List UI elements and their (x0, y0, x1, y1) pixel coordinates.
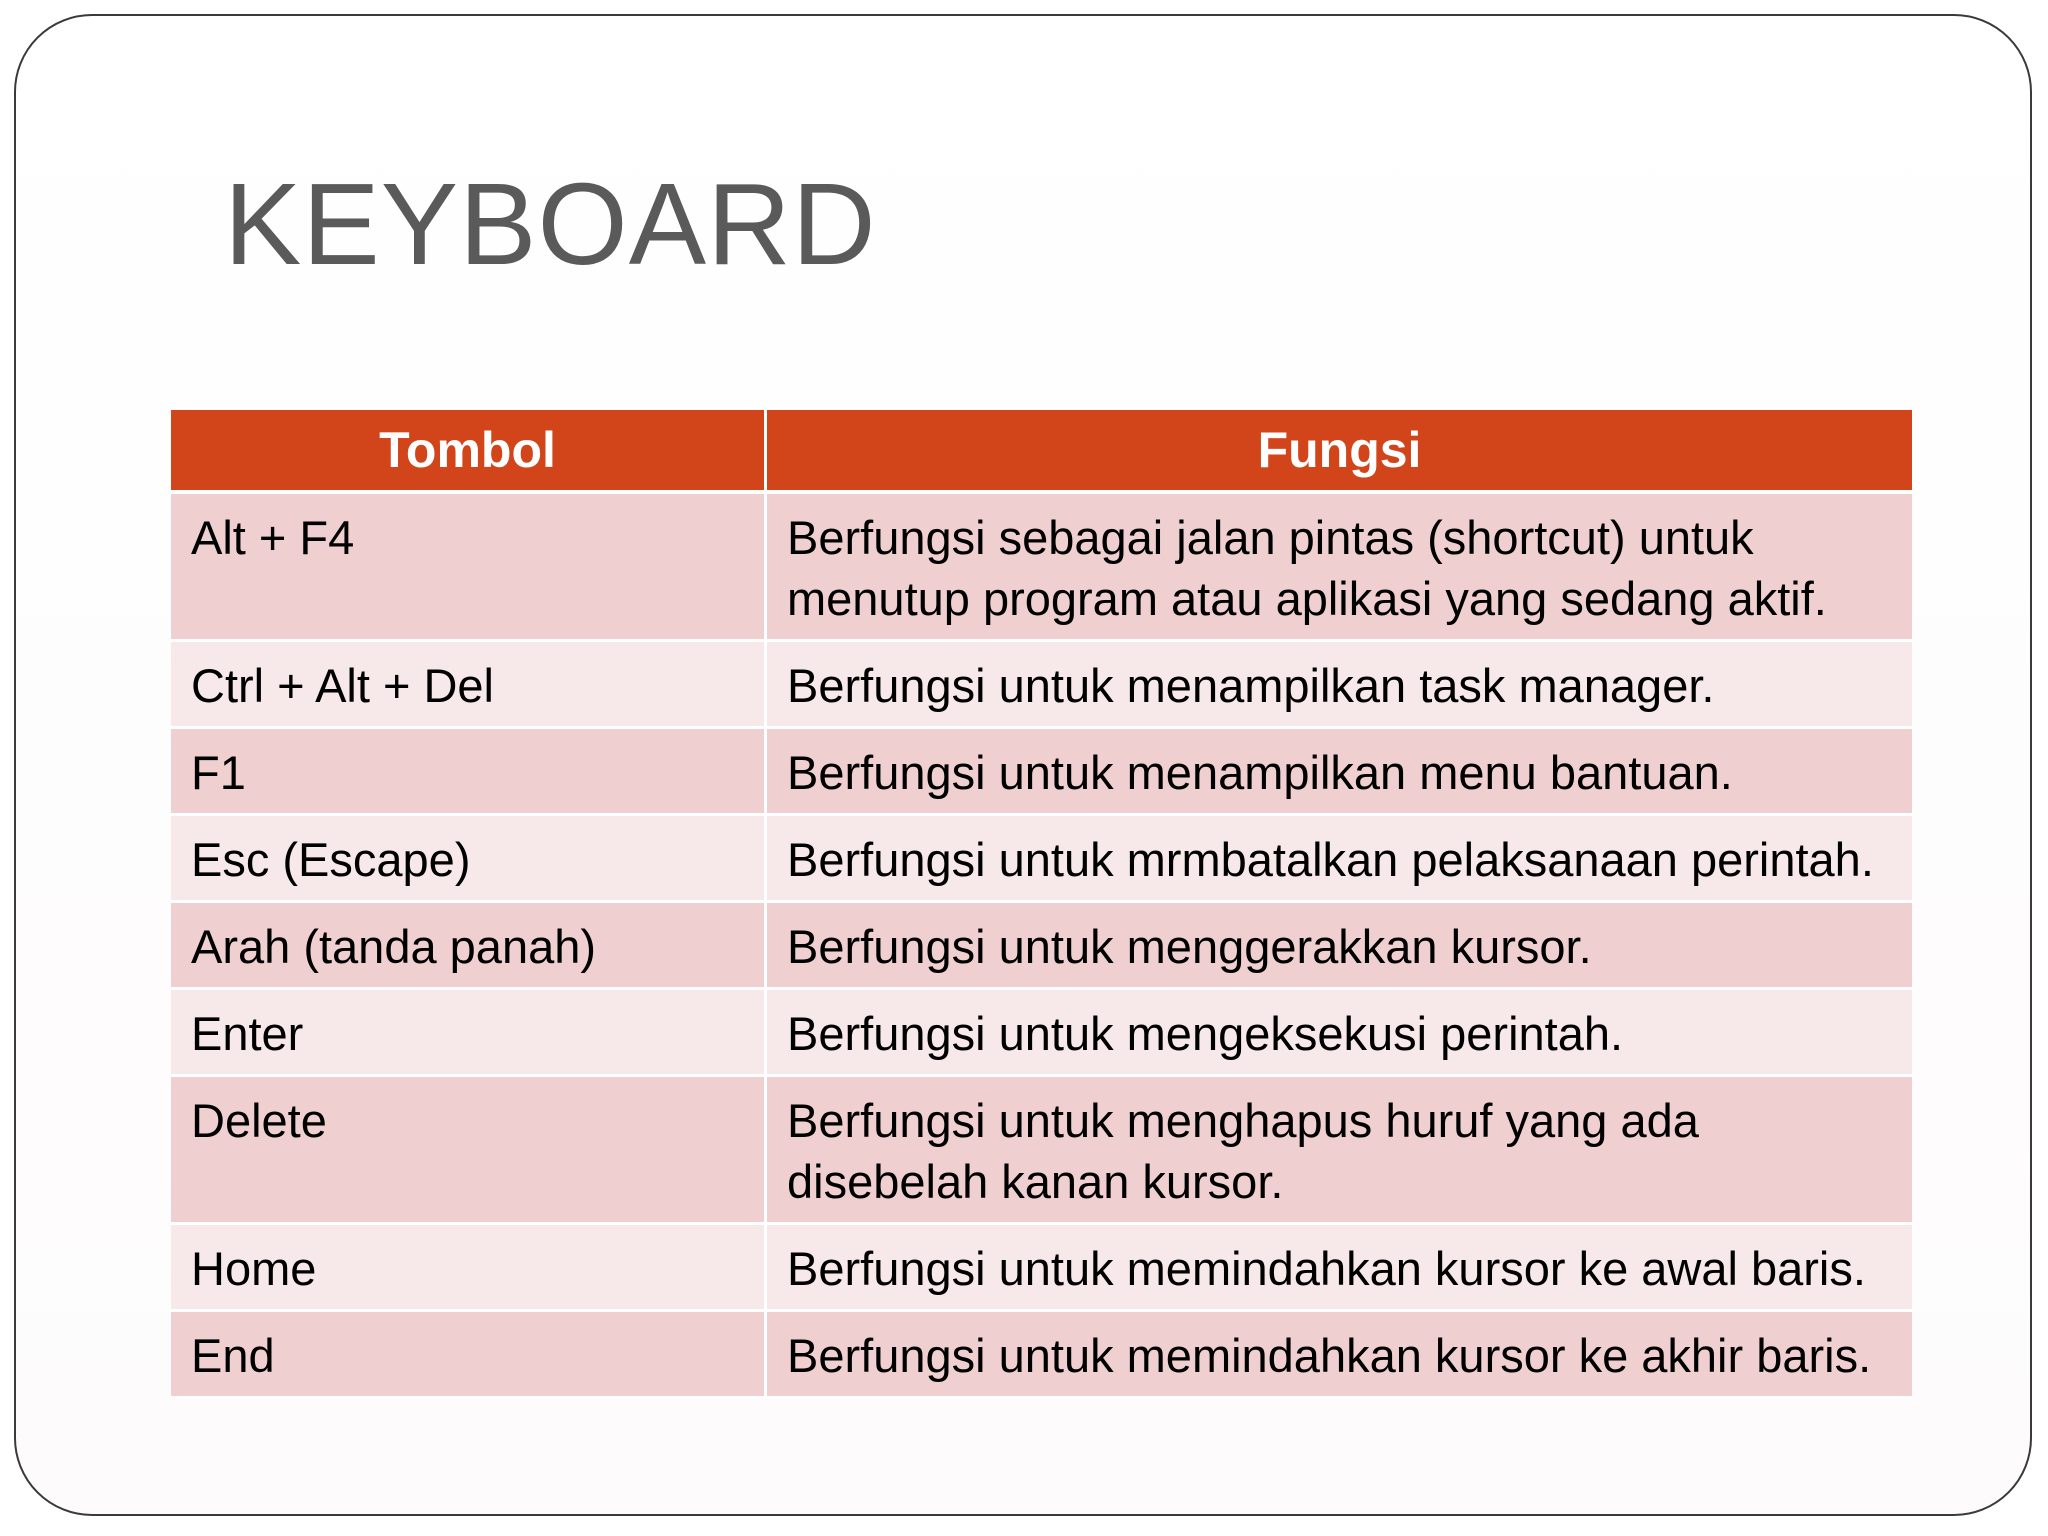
table-row (171, 990, 1912, 1077)
function-cell: Berfungsi untuk mengeksekusi perintah. (767, 990, 1912, 1077)
key-cell: End (171, 1312, 767, 1399)
table-row (171, 903, 1912, 990)
table-row (171, 1312, 1912, 1399)
key-cell: Home (171, 1225, 767, 1312)
function-cell: Berfungsi untuk memindahkan kursor ke akhir baris. (767, 1312, 1912, 1399)
table-header-row (171, 410, 1912, 494)
function-cell: Berfungsi untuk mrmbatalkan pelaksanaan perintah. (767, 816, 1912, 903)
keyboard-shortcut-table (171, 410, 1912, 1399)
table-row (171, 816, 1912, 903)
key-cell: Alt + F4 (171, 494, 767, 642)
function-cell: Berfungsi untuk menampilkan task manager. (767, 642, 1912, 729)
keyboard-table-container (171, 410, 1912, 1399)
table-row (171, 494, 1912, 642)
table-row (171, 1225, 1912, 1312)
table-row (171, 642, 1912, 729)
key-cell: Esc (Escape) (171, 816, 767, 903)
column-header-tombol: Tombol (171, 410, 767, 494)
key-cell: Arah (tanda panah) (171, 903, 767, 990)
key-cell: Delete (171, 1077, 767, 1225)
function-cell: Berfungsi sebagai jalan pintas (shortcut) untuk menutup program atau aplikasi yang sedang aktif. (767, 494, 1912, 642)
key-cell: Enter (171, 990, 767, 1077)
function-cell: Berfungsi untuk memindahkan kursor ke awal baris. (767, 1225, 1912, 1312)
function-cell: Berfungsi untuk menampilkan menu bantuan. (767, 729, 1912, 816)
table-row (171, 729, 1912, 816)
key-cell: F1 (171, 729, 767, 816)
function-cell: Berfungsi untuk menggerakkan kursor. (767, 903, 1912, 990)
key-cell: Ctrl + Alt + Del (171, 642, 767, 729)
column-header-fungsi: Fungsi (767, 410, 1912, 494)
function-cell: Berfungsi untuk menghapus huruf yang ada disebelah kanan kursor. (767, 1077, 1912, 1225)
slide-title: KEYBOARD (224, 159, 877, 289)
table-row (171, 1077, 1912, 1225)
